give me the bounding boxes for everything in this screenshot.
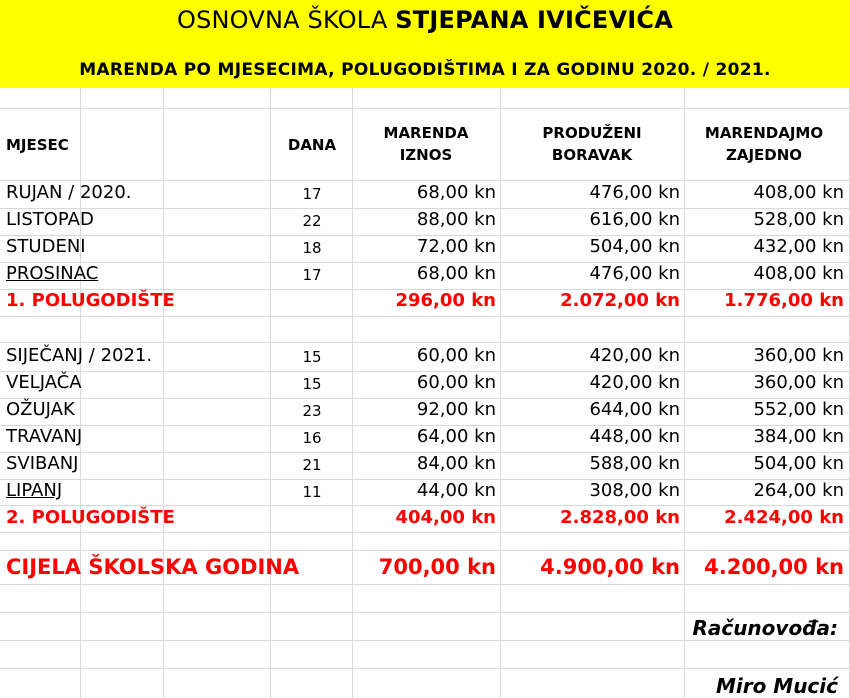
school-title: OSNOVNA ŠKOLA STJEPANA IVIČEVIĆA <box>176 6 673 34</box>
subtotal-boravak: 2.828,00 kn <box>560 507 680 528</box>
subtotal-zajedno: 2.424,00 kn <box>724 507 844 528</box>
days-cell: 22 <box>302 212 322 230</box>
year-total-label: CIJELA ŠKOLSKA GODINA <box>6 555 300 579</box>
header-days: DANA <box>287 136 337 154</box>
boravak-cell: 476,00 kn <box>589 182 680 203</box>
year-total-zajedno: 4.200,00 kn <box>704 555 844 579</box>
days-cell: 16 <box>302 429 322 447</box>
zajedno-cell: 408,00 kn <box>753 263 844 284</box>
zajedno-cell: 504,00 kn <box>753 453 844 474</box>
boravak-cell: 308,00 kn <box>589 480 680 501</box>
marenda-cell: 64,00 kn <box>416 426 496 447</box>
title-banner <box>0 0 850 88</box>
gridline <box>0 532 850 533</box>
days-cell: 11 <box>302 483 322 501</box>
boravak-cell: 616,00 kn <box>589 209 680 230</box>
marenda-cell: 60,00 kn <box>416 345 496 366</box>
gridline <box>0 550 850 551</box>
subtotal-zajedno: 1.776,00 kn <box>724 290 844 311</box>
boravak-cell: 476,00 kn <box>589 263 680 284</box>
gridline <box>0 108 850 109</box>
marenda-cell: 68,00 kn <box>416 182 496 203</box>
month-cell: TRAVANJ <box>6 426 83 447</box>
subtotal-marenda: 296,00 kn <box>395 290 496 311</box>
gridline <box>0 316 850 317</box>
marenda-cell: 92,00 kn <box>416 399 496 420</box>
marenda-cell: 84,00 kn <box>416 453 496 474</box>
zajedno-cell: 528,00 kn <box>753 209 844 230</box>
header-marenda: MARENDA IZNOS <box>383 124 469 164</box>
data-table <box>0 88 850 698</box>
marenda-cell: 88,00 kn <box>416 209 496 230</box>
days-cell: 15 <box>302 375 322 393</box>
days-cell: 23 <box>302 402 322 420</box>
boravak-cell: 644,00 kn <box>589 399 680 420</box>
month-cell: RUJAN / 2020. <box>6 182 132 203</box>
zajedno-cell: 384,00 kn <box>753 426 844 447</box>
report-subtitle: MARENDA PO MJESECIMA, POLUGODIŠTIMA I ZA GODINU 2020. / 2021. <box>79 60 771 80</box>
boravak-cell: 504,00 kn <box>589 236 680 257</box>
boravak-cell: 420,00 kn <box>589 372 680 393</box>
gridline <box>0 584 850 585</box>
accountant-label: Računovođa: <box>692 616 838 640</box>
month-cell: PROSINAC <box>6 263 99 284</box>
days-cell: 17 <box>302 185 322 203</box>
month-cell: SIJEČANJ / 2021. <box>6 345 153 366</box>
month-cell: OŽUJAK <box>6 399 75 420</box>
gridline <box>0 180 850 181</box>
boravak-cell: 420,00 kn <box>589 345 680 366</box>
marenda-cell: 68,00 kn <box>416 263 496 284</box>
month-cell: LIPANJ <box>6 480 63 501</box>
zajedno-cell: 360,00 kn <box>753 372 844 393</box>
zajedno-cell: 264,00 kn <box>753 480 844 501</box>
marenda-cell: 60,00 kn <box>416 372 496 393</box>
subtotal-label: 1. POLUGODIŠTE <box>6 290 175 311</box>
gridline <box>0 668 850 669</box>
accountant-name: Miro Mucić <box>715 674 838 698</box>
days-cell: 15 <box>302 348 322 366</box>
gridline <box>0 342 850 343</box>
month-cell: VELJAČA <box>6 372 82 393</box>
days-cell: 21 <box>302 456 322 474</box>
marenda-cell: 44,00 kn <box>416 480 496 501</box>
marenda-cell: 72,00 kn <box>416 236 496 257</box>
subtotal-marenda: 404,00 kn <box>395 507 496 528</box>
zajedno-cell: 408,00 kn <box>753 182 844 203</box>
subtotal-label: 2. POLUGODIŠTE <box>6 507 175 528</box>
days-cell: 17 <box>302 266 322 284</box>
boravak-cell: 588,00 kn <box>589 453 680 474</box>
month-cell: LISTOPAD <box>6 209 94 230</box>
header-zajedno: MARENDAJMO ZAJEDNO <box>704 124 824 164</box>
month-cell: STUDENI <box>6 236 86 257</box>
year-total-marenda: 700,00 kn <box>378 555 496 579</box>
zajedno-cell: 432,00 kn <box>753 236 844 257</box>
header-month: MJESEC <box>6 136 69 154</box>
boravak-cell: 448,00 kn <box>589 426 680 447</box>
year-total-boravak: 4.900,00 kn <box>540 555 680 579</box>
gridline <box>0 612 850 613</box>
gridline <box>0 505 850 506</box>
days-cell: 18 <box>302 239 322 257</box>
gridline <box>0 640 850 641</box>
zajedno-cell: 552,00 kn <box>753 399 844 420</box>
subtotal-boravak: 2.072,00 kn <box>560 290 680 311</box>
month-cell: SVIBANJ <box>6 453 79 474</box>
zajedno-cell: 360,00 kn <box>753 345 844 366</box>
header-boravak: PRODUŽENI BORAVAK <box>542 124 642 164</box>
